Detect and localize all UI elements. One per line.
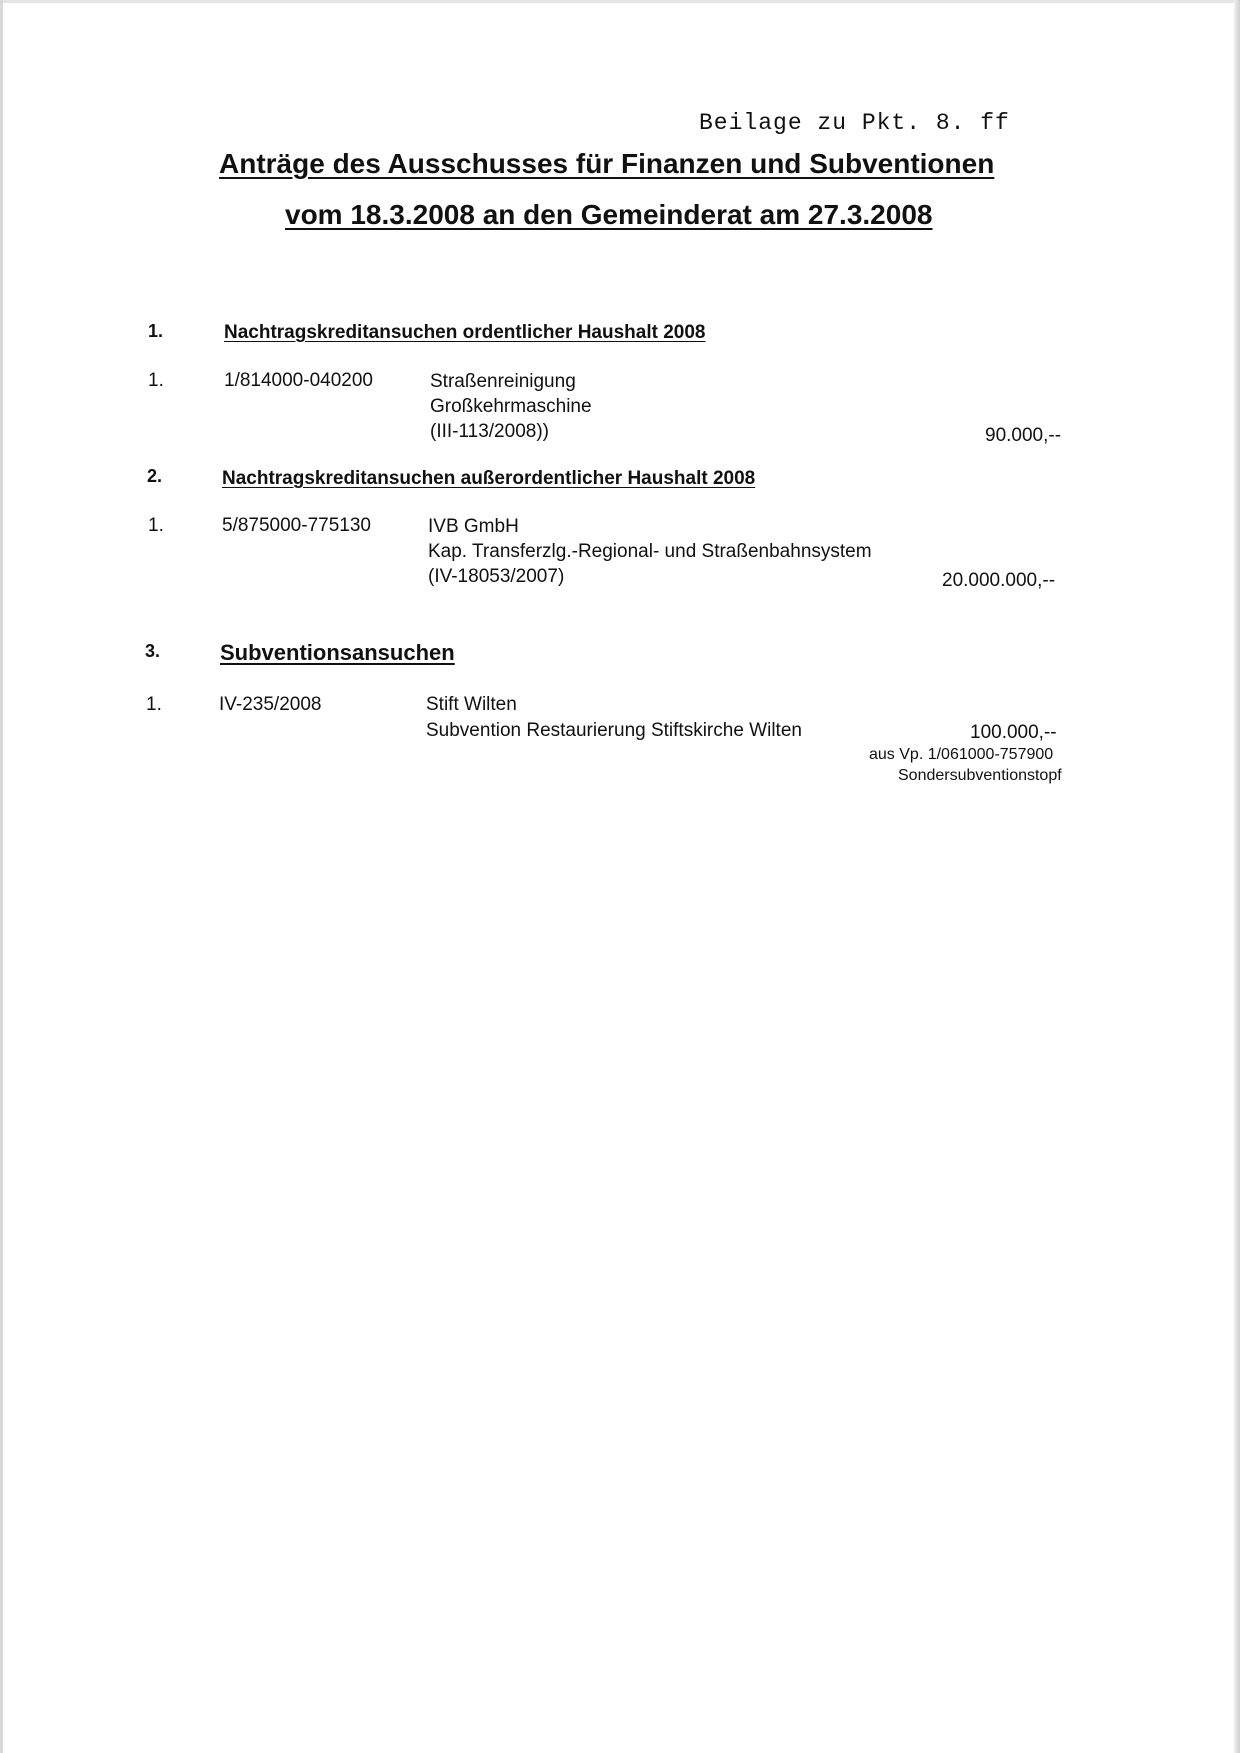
section-1-item-1-amount: 90.000,--	[985, 425, 1062, 446]
section-3-item-1-number: 1.	[146, 694, 162, 715]
section-1-item-1-line-3: (III-113/2008))	[430, 421, 549, 442]
section-2-item-1-line-2: Kap. Transferzlg.-Regional- und Straßenbahnsystem	[428, 541, 872, 562]
section-3-item-1-note-2: Sondersubventionstopf	[898, 767, 1062, 784]
section-2-item-1-code: 5/875000-775130	[222, 515, 371, 536]
scan-edge-right	[1234, 0, 1240, 1753]
section-1-title: Nachtragskreditansuchen ordentlicher Haushalt 2008	[224, 322, 706, 343]
section-1-item-1-number: 1.	[148, 370, 164, 391]
section-1-item-1-line-2: Großkehrmaschine	[430, 396, 592, 417]
attachment-reference: Beilage zu Pkt. 8. ff	[699, 110, 1010, 136]
section-1-number: 1.	[148, 321, 164, 341]
section-1-item-1-code: 1/814000-040200	[224, 370, 373, 391]
section-3-item-1-amount: 100.000,--	[970, 722, 1057, 743]
section-2-item-1-amount: 20.000.000,--	[942, 570, 1056, 591]
scan-edge-left	[0, 0, 3, 1753]
section-2-title: Nachtragskreditansuchen außerordentlicher Haushalt 2008	[222, 468, 756, 489]
document-title-line2: vom 18.3.2008 an den Gemeinderat am 27.3.2008	[285, 199, 933, 230]
scan-edge-top	[0, 0, 1240, 3]
section-2-item-1-line-1: IVB GmbH	[428, 516, 519, 537]
section-2-number: 2.	[147, 466, 163, 486]
section-3-item-1-code: IV-235/2008	[219, 694, 322, 715]
section-3-title: Subventionsansuchen	[220, 640, 455, 665]
document-title-line1: Anträge des Ausschusses für Finanzen und Subventionen	[219, 148, 995, 179]
section-3-item-1-line-1: Stift Wilten	[426, 694, 517, 715]
section-3-number: 3.	[145, 641, 161, 661]
section-1-item-1-line-1: Straßenreinigung	[430, 371, 576, 392]
section-2-item-1-line-3: (IV-18053/2007)	[428, 566, 565, 587]
section-2-item-1-number: 1.	[148, 515, 164, 536]
section-3-item-1-line-2: Subvention Restaurierung Stiftskirche Wilten	[426, 720, 802, 741]
section-3-item-1-note-1: aus Vp. 1/061000-757900	[869, 746, 1054, 763]
